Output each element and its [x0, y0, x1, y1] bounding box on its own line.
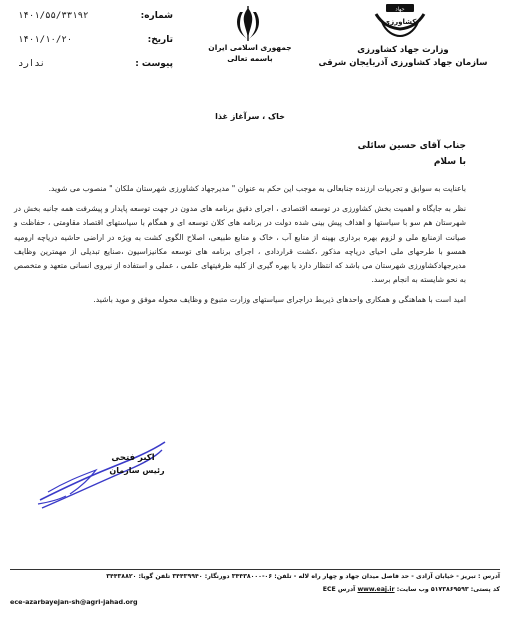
- basmala: باسمه تعالی: [227, 54, 273, 63]
- attachment-value: ندارد: [18, 59, 46, 69]
- footer-postal: کد پستی: ۵۱۷۳۸۶۹۵۹۳ وب سایت:: [396, 586, 500, 593]
- signatory-name: اکبر فتحی: [111, 453, 155, 463]
- jahad-keshavarzi-logo-icon: [372, 2, 428, 42]
- country-name: جمهوری اسلامی ایران: [208, 43, 292, 52]
- body-paragraph-2: نظر به جایگاه و اهمیت بخش کشاورزی در توسعه اقتصادی ، اجرای دقیق برنامه های مدون در جهت توسعه پایدار و پیشرفت همه جانبه بخش در شهرستان هم سو با سیاستها و اهداف پیش بینی شده دولت در برنامه های کلان توسعه ای و همگام با سیاستهای اقتصاد مقاومتی ، حفاظت و صیانت ازمنابع ملی و لزوم بهره برداری بهینه از منابع آب ، خاک و منابع طبیعی، اصلاح الگوی کشت به ویژه در اراضی حاشیه دریاچه ارومیه همسو با طرحهای ملی احیای دریاچه مذکور ،کشت قراردادی ، اجرای برنامه های توسعه مکانیزاسیون ،صنایع تبدیلی از مهمترین وظایف مدیرجهادکشاورزی شهرستان می باشد که انتظار دارد با بهره گیری از کلیه ظرفیتهای علمی ، عملی و استفاده از نیروی انسانی متعهد و متخصص به نحو شایسته به انجام برسد.: [14, 204, 466, 285]
- footer-email[interactable]: ece-azarbayejan-sh@agri-jahad.org: [10, 598, 138, 606]
- body-paragraph-1: باعنایت به سوابق و تجربیات ارزنده جنابعالی به موجب این حکم به عنوان " مدیرجهاد کشاورزی شهرستان ملکان " منصوب می شوید.: [48, 184, 466, 193]
- footer-ece-label: آدرس ECE: [322, 586, 356, 593]
- letter-body: [14, 182, 466, 314]
- letter-meta: [18, 10, 173, 82]
- recipient-block: [166, 138, 466, 170]
- number-label: شماره:: [140, 11, 173, 21]
- number-row: [18, 10, 173, 23]
- body-paragraph-3: امید است با هماهنگی و همکاری واحدهای ذیربط دراجرای سیاستهای وزارت متبوع و وظایف محوله موفق و موید باشید.: [93, 295, 466, 305]
- ministry-name: وزارت جهاد کشاورزی: [357, 45, 449, 55]
- recipient-salutation: جناب آقای حسین سائلی: [357, 141, 466, 151]
- date-label: تاریخ:: [147, 35, 173, 45]
- footer-address: آدرس : تبریز - خیابان آزادی - حد فاصل میدان جهاد و چهار راه لاله - تلفن: ۰۶-۳۴۴۳۸۰۰۰ دورنگار: ۳۴۴۳۹۹۴۰ تلفن گویا: ۳۴۴۳۸۸۲۰: [106, 573, 500, 580]
- date-row: [18, 34, 173, 47]
- logo-top-text: جهاد: [395, 6, 405, 13]
- greeting: با سلام: [433, 157, 466, 167]
- organization-block: [318, 44, 488, 70]
- iran-emblem-icon: [228, 4, 268, 44]
- attachment-label: پیوست :: [135, 59, 173, 69]
- website-link[interactable]: www.eaj.ir: [357, 586, 395, 593]
- footer-divider: [10, 569, 500, 570]
- footer-postal-line: [10, 586, 500, 593]
- motto: خاک ، سرآغاز غذا: [215, 112, 285, 121]
- signatory-title: رئیس سازمان: [109, 466, 165, 475]
- logo-bottom-text: کشاورزی: [383, 18, 417, 26]
- organization-name: سازمان جهاد کشاورزی آذربایجان شرقی: [318, 58, 488, 68]
- emblem-caption: [200, 42, 300, 64]
- attachment-row: [18, 58, 173, 71]
- number-value: ۱۴۰۱/۵۵/۳۳۱۹۲: [18, 11, 89, 21]
- date-value: ۱۴۰۱/۱۰/۲۰: [18, 35, 73, 45]
